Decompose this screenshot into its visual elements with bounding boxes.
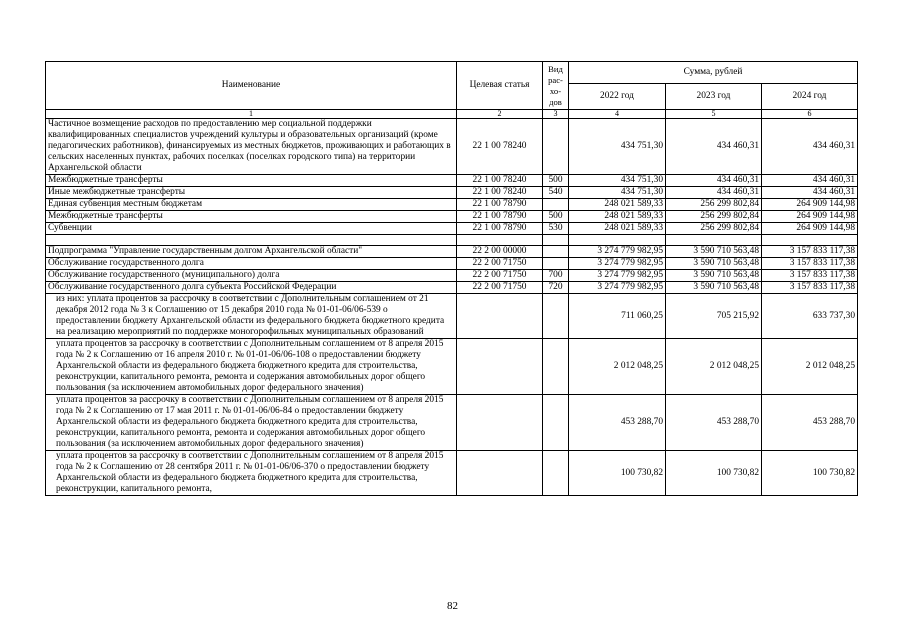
row-value-2022: 3 274 779 982,95 [569, 258, 666, 270]
row-code: 22 1 00 78240 [457, 187, 543, 199]
row-value-2023: 256 299 802,84 [666, 223, 762, 235]
row-value-2024: 434 460,31 [762, 119, 858, 175]
row-value-2023: 434 460,31 [666, 119, 762, 175]
row-expense-type [543, 294, 569, 339]
row-value-2024: 3 157 833 117,38 [762, 282, 858, 294]
row-expense-type: 500 [543, 211, 569, 223]
row-name: уплата процентов за рассрочку в соответствии с Дополнительным соглашением от 8 апреля 2015 года № 2 к Соглашению от 28 сентября 2011 г. № 01-01-06/06-370 о предоставлении бюджету Архангельской области из федерального бюджета бюджетного кредита для строительства, реконструкции, капитального ремонта, [46, 451, 457, 496]
empty-cell [666, 235, 762, 246]
page-number: 82 [447, 600, 458, 612]
column-number: 1 [46, 110, 457, 119]
row-value-2022: 434 751,30 [569, 175, 666, 187]
row-value-2024: 453 288,70 [762, 395, 858, 451]
row-expense-type [543, 451, 569, 496]
row-value-2024: 3 157 833 117,38 [762, 258, 858, 270]
row-value-2024: 2 012 048,25 [762, 339, 858, 395]
row-value-2024: 3 157 833 117,38 [762, 270, 858, 282]
row-expense-type [543, 339, 569, 395]
table-row [46, 223, 858, 235]
row-value-2023: 3 590 710 563,48 [666, 282, 762, 294]
row-value-2022: 3 274 779 982,95 [569, 246, 666, 258]
row-code: 22 2 00 71750 [457, 258, 543, 270]
row-code: 22 1 00 78240 [457, 119, 543, 175]
column-number: 4 [569, 110, 666, 119]
row-value-2024: 264 909 144,98 [762, 223, 858, 235]
row-value-2024: 100 730,82 [762, 451, 858, 496]
table-row [46, 211, 858, 223]
table-row [46, 451, 858, 496]
empty-cell [569, 235, 666, 246]
row-value-2023: 434 460,31 [666, 175, 762, 187]
row-name: Обслуживание государственного (муниципального) долга [46, 270, 457, 282]
row-name: из них: уплата процентов за рассрочку в соответствии с Дополнительным соглашением от 21 декабря 2012 года № 3 к Соглашению от 15 декабря 2010 года № 01-01-06/06-539 о предоставлении бюджету Архангельской области из федерального бюджета бюджетного кредита на реализацию мероприятий по поддержке моногорофильных муниципальных образований [46, 294, 457, 339]
row-name: уплата процентов за рассрочку в соответствии с Дополнительным соглашением от 8 апреля 2015 года № 2 к Соглашению от 17 мая 2011 г. № 01-01-06/06-84 о предоставлении бюджету Архангельской области из федерального бюджета бюджетного кредита для строительства, реконструкции, капитального ремонта, ремонта и содержания автомобильных дорог общего пользования (за исключением автомобильных дорог федерального значения) [46, 395, 457, 451]
empty-cell [457, 235, 543, 246]
row-value-2022: 434 751,30 [569, 187, 666, 199]
row-value-2023: 3 590 710 563,48 [666, 246, 762, 258]
row-value-2022: 434 751,30 [569, 119, 666, 175]
column-number: 3 [543, 110, 569, 119]
row-name: Частичное возмещение расходов по предоставлению мер социальной поддержки квалифицированных специалистов учреждений культуры и образовательных организаций (кроме педагогических работников), финансируемых из местных бюджетов, проживающих и работающих в сельских населенных пунктах, рабочих поселках (поселках городского типа) на территории Архангельской области [46, 119, 457, 175]
row-value-2022: 3 274 779 982,95 [569, 282, 666, 294]
table-row [46, 119, 858, 175]
column-number: 5 [666, 110, 762, 119]
row-value-2023: 434 460,31 [666, 187, 762, 199]
column-number: 2 [457, 110, 543, 119]
header-name: Наименование [46, 62, 457, 110]
empty-cell [762, 235, 858, 246]
row-expense-type [543, 395, 569, 451]
table-row [46, 258, 858, 270]
row-expense-type: 530 [543, 223, 569, 235]
row-expense-type [543, 258, 569, 270]
row-expense-type [543, 119, 569, 175]
row-code: 22 1 00 78790 [457, 199, 543, 211]
row-code: 22 1 00 78240 [457, 175, 543, 187]
row-value-2024: 434 460,31 [762, 187, 858, 199]
row-value-2022: 100 730,82 [569, 451, 666, 496]
row-code: 22 1 00 78790 [457, 211, 543, 223]
row-value-2023: 2 012 048,25 [666, 339, 762, 395]
row-value-2024: 264 909 144,98 [762, 199, 858, 211]
row-expense-type [543, 246, 569, 258]
row-value-2022: 248 021 589,33 [569, 211, 666, 223]
row-expense-type: 500 [543, 175, 569, 187]
row-name: Обслуживание государственного долга [46, 258, 457, 270]
row-name: Обслуживание государственного долга субъекта Российской Федерации [46, 282, 457, 294]
row-value-2024: 633 737,30 [762, 294, 858, 339]
table-row [46, 199, 858, 211]
table-row [46, 175, 858, 187]
row-value-2024: 434 460,31 [762, 175, 858, 187]
row-value-2023: 256 299 802,84 [666, 211, 762, 223]
row-value-2022: 3 274 779 982,95 [569, 270, 666, 282]
row-value-2023: 256 299 802,84 [666, 199, 762, 211]
header-target-article: Целевая статья [457, 62, 543, 110]
row-value-2024: 3 157 833 117,38 [762, 246, 858, 258]
table-row [46, 282, 858, 294]
row-name: Единая субвенция местным бюджетам [46, 199, 457, 211]
row-code [457, 339, 543, 395]
row-name: Иные межбюджетные трансферты [46, 187, 457, 199]
row-value-2022: 453 288,70 [569, 395, 666, 451]
table-row [46, 187, 858, 199]
row-value-2022: 248 021 589,33 [569, 223, 666, 235]
row-value-2023: 100 730,82 [666, 451, 762, 496]
column-number-row [46, 110, 858, 119]
header-year-2024: 2024 год [762, 84, 858, 110]
table-row [46, 294, 858, 339]
row-value-2022: 248 021 589,33 [569, 199, 666, 211]
row-code: 22 1 00 78790 [457, 223, 543, 235]
row-expense-type: 540 [543, 187, 569, 199]
row-name: Подпрограмма "Управление государственным долгом Архангельской области" [46, 246, 457, 258]
row-code: 22 2 00 71750 [457, 270, 543, 282]
header-year-2022: 2022 год [569, 84, 666, 110]
subprogram-row [46, 246, 858, 258]
column-number: 6 [762, 110, 858, 119]
empty-row [46, 235, 858, 246]
row-code: 22 2 00 00000 [457, 246, 543, 258]
row-value-2023: 3 590 710 563,48 [666, 258, 762, 270]
row-value-2024: 264 909 144,98 [762, 211, 858, 223]
row-code: 22 2 00 71750 [457, 282, 543, 294]
row-name: Межбюджетные трансферты [46, 175, 457, 187]
row-value-2022: 2 012 048,25 [569, 339, 666, 395]
row-code [457, 294, 543, 339]
row-value-2023: 3 590 710 563,48 [666, 270, 762, 282]
row-expense-type: 700 [543, 270, 569, 282]
row-expense-type: 720 [543, 282, 569, 294]
budget-table [45, 61, 858, 496]
empty-cell [543, 235, 569, 246]
table-row [46, 270, 858, 282]
header-year-2023: 2023 год [666, 84, 762, 110]
table-row [46, 395, 858, 451]
table-row [46, 339, 858, 395]
row-code [457, 451, 543, 496]
empty-cell [46, 235, 457, 246]
row-expense-type [543, 199, 569, 211]
row-name: уплата процентов за рассрочку в соответствии с Дополнительным соглашением от 8 апреля 2015 года № 2 к Соглашению от 16 апреля 2010 г. № 01-01-06/06-108 о предоставлении бюджету Архангельской области из федерального бюджета бюджетного кредита для строительства, реконструкции, капитального ремонта, ремонта и содержания автомобильных дорог общего пользования (за исключением автомобильных дорог федерального значения) [46, 339, 457, 395]
header-sum: Сумма, рублей [569, 62, 858, 84]
header-expense-type: Вид рас-хо-дов [543, 62, 569, 110]
row-value-2023: 453 288,70 [666, 395, 762, 451]
row-name: Межбюджетные трансферты [46, 211, 457, 223]
row-value-2023: 705 215,92 [666, 294, 762, 339]
document-page [45, 61, 857, 496]
row-value-2022: 711 060,25 [569, 294, 666, 339]
row-name: Субвенции [46, 223, 457, 235]
row-code [457, 395, 543, 451]
